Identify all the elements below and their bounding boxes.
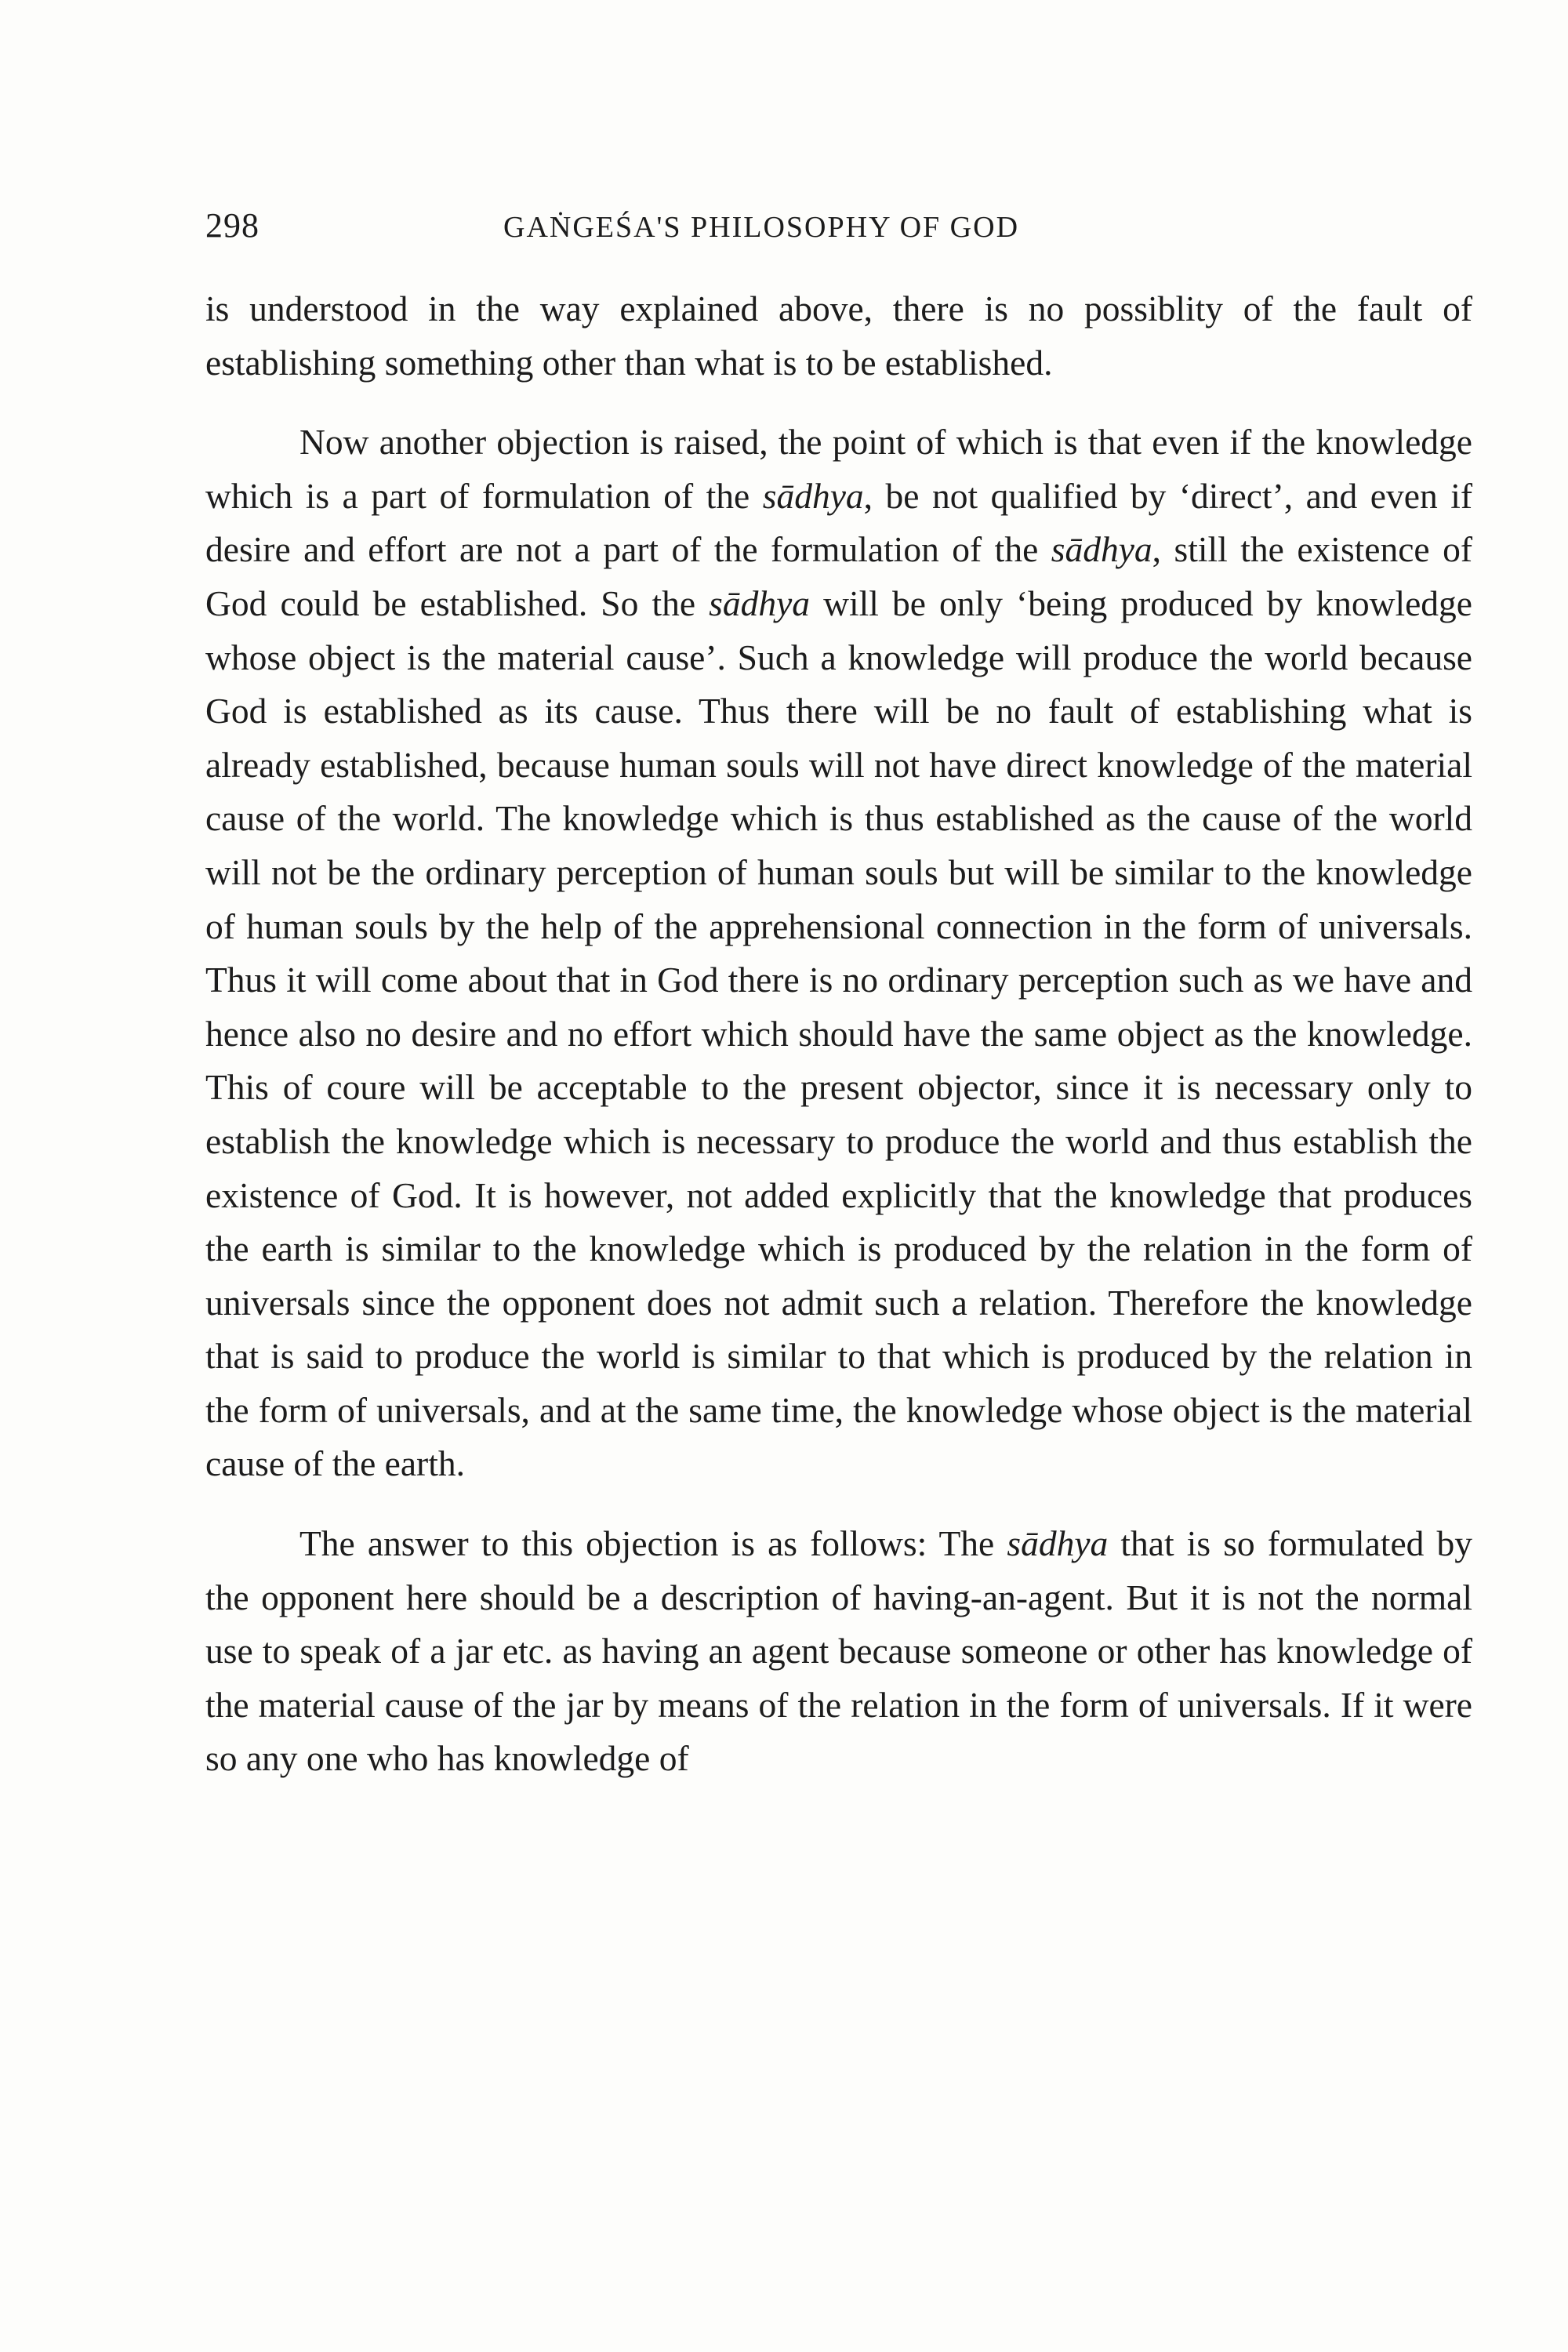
paragraph-2 [205, 416, 1472, 1491]
sadhya-term: sādhya [709, 583, 811, 623]
paragraph-2-text: Now another objection is raised, the point of which is that even if the knowledge which is a part of formulation of the [205, 422, 1472, 516]
sadhya-term: sādhya [1007, 1523, 1109, 1564]
sadhya-term: sādhya [762, 475, 864, 516]
page-number: 298 [205, 206, 260, 245]
body-text [205, 282, 1472, 1786]
paragraph-2-text: , be not qualified by ‘direct’, and even if desire and effort are not a part of the formulation of the [205, 475, 1472, 570]
paragraph-3-text: that is so formulated by the opponent here should be a description of having-an-agent. But it is not the normal use to speak of a jar etc. as having an agent because someone or other has knowledge of the material cause of the jar by means of the relation in the form of universals. If it were so any one who has knowledge of [205, 1523, 1472, 1779]
paragraph-1-text: is understood in the way explained above, there is no possiblity of the fault of establishing something other than what is to be established. [205, 289, 1472, 383]
paragraph-3 [205, 1517, 1472, 1786]
running-head [205, 205, 1475, 252]
paragraph-3-text: The answer to this objection is as follows: The [299, 1523, 1007, 1564]
paragraph-1 [205, 282, 1472, 390]
sadhya-term: sādhya [1051, 529, 1152, 570]
running-title: GAṄGEŚA'S PHILOSOPHY OF GOD [503, 211, 1020, 244]
paragraph-2-text: , still the existence of God could be established. So the [205, 529, 1473, 623]
paragraph-2-text: will be only ‘being produced by knowledge whose object is the material cause’. Such a knowledge will produce the world because God is established as its cause. Thus there will be no fault of establishing what is already established, because human souls will not have direct knowledge of the material cause of the world. The knowledge which is thus established as the cause of the world will not be the ordinary perception of human souls but will be similar to the knowledge of human souls by the help of the apprehensional connection in the form of universals. Thus it will come about that in God there is no ordinary perception such as we have and hence also no desire and no effort which should have the same object as the knowledge. This of coure will be acceptable to the present objector, since it is necessary only to establish the knowledge which is necessary to produce the world and thus establish the existence of God. It is however, not added explicitly that the knowledge that produces the earth is similar to the knowledge which is produced by the relation in the form of universals since the opponent does not admit such a relation. Therefore the knowledge that is said to produce the world is similar to that which is produced by the relation in the form of universals, and at the same time, the knowledge whose object is the material cause of the earth. [205, 583, 1472, 1484]
